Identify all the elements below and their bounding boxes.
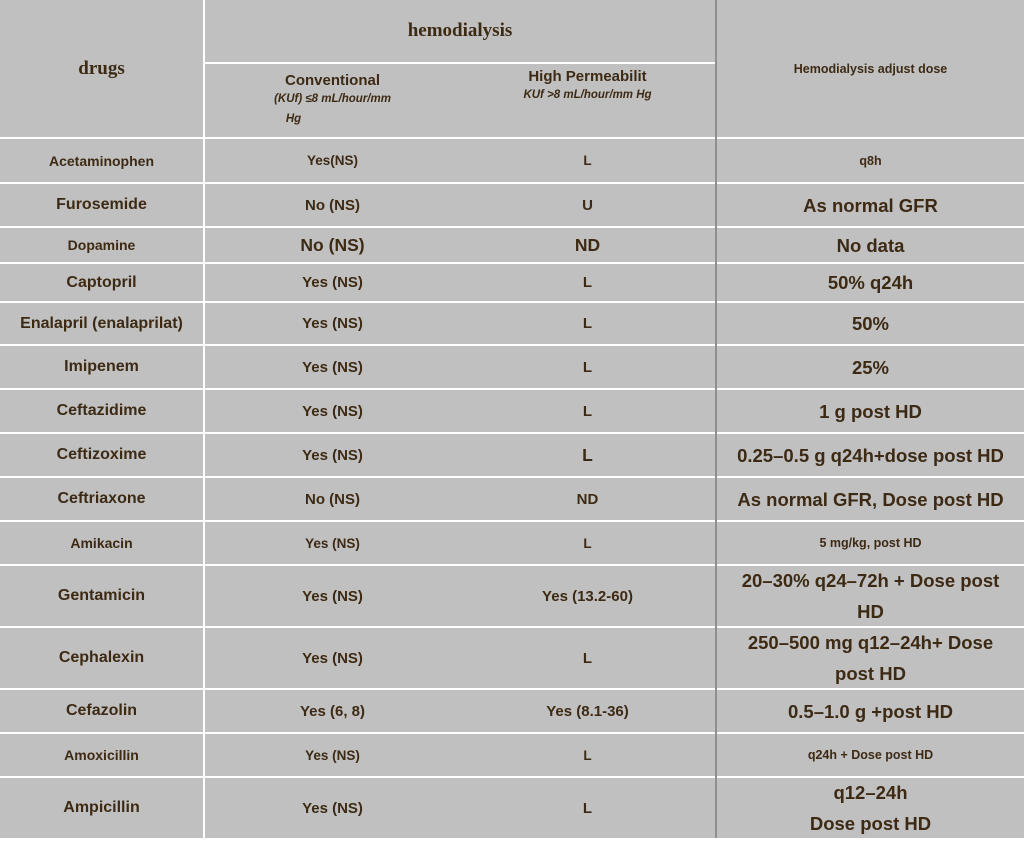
table-cell-dose (717, 778, 1024, 838)
cell-text: Yes(NS) (306, 153, 359, 168)
table-cell-drug (0, 734, 203, 776)
table-cell-drug (0, 228, 203, 262)
dose-line: As normal GFR, Dose post HD (737, 488, 1004, 510)
header-hemodialysis (205, 0, 715, 62)
cell-text: L (583, 535, 592, 551)
table-cell-conventional (205, 139, 460, 182)
dose-line: q12–24h (833, 782, 908, 803)
table-cell-drug (0, 184, 203, 226)
table-cell-drug (0, 434, 203, 476)
table-cell-conventional (205, 566, 460, 626)
table-cell-high (460, 566, 715, 626)
cell-text: L (582, 358, 593, 376)
table-cell-conventional (205, 690, 460, 732)
cell-text: Cephalexin (58, 649, 145, 666)
cell-text: No (NS) (305, 196, 360, 214)
cell-text: Yes (NS) (302, 315, 363, 332)
cell-text: Cefazolin (65, 702, 138, 719)
table-cell-dose (717, 346, 1024, 388)
cell-text: Ceftriaxone (57, 490, 146, 507)
cell-text: L (582, 274, 593, 291)
header-drugs (0, 0, 203, 137)
cell-text: L (582, 799, 593, 817)
cell-text: Ampicillin (63, 799, 140, 816)
table-cell-drug (0, 264, 203, 301)
cell-text: Captopril (66, 273, 137, 291)
dose-line: 0.25–0.5 g q24h+dose post HD (737, 444, 1004, 466)
cell-text: Yes (NS) (302, 274, 363, 291)
dose-line: post HD (835, 663, 906, 684)
table-cell-high (460, 478, 715, 520)
table-cell-conventional (205, 734, 460, 776)
table-cell-drug (0, 478, 203, 520)
cell-text: Gentamicin (57, 587, 146, 604)
cell-text: Amoxicillin (64, 747, 139, 763)
table-cell-high (460, 690, 715, 732)
cell-text: Acetaminophen (48, 152, 154, 169)
table-cell-dose (717, 690, 1024, 732)
cell-text: No (NS) (300, 234, 365, 255)
dose-line: 1 g post HD (819, 400, 922, 422)
cell-text: L (583, 153, 592, 168)
header-high-permeability (460, 64, 715, 137)
cell-text: Yes (NS) (302, 587, 363, 605)
cell-text: L (582, 649, 593, 667)
table-cell-conventional (205, 628, 460, 688)
table-cell-high (460, 184, 715, 226)
dose-line: 50% (851, 313, 890, 334)
cell-text: Yes (NS) (305, 535, 360, 551)
table-cell-high (460, 303, 715, 344)
table-cell-conventional (205, 434, 460, 476)
table-cell-dose (717, 628, 1024, 688)
dose-line: HD (857, 601, 884, 622)
dose-line: 50% q24h (827, 272, 914, 293)
cell-text: Yes (13.2-60) (542, 587, 633, 605)
table-cell-dose (717, 264, 1024, 301)
cell-text: Ceftizoxime (56, 446, 147, 463)
table-cell-high (460, 346, 715, 388)
cell-text: L (582, 444, 593, 465)
table-cell-dose (717, 434, 1024, 476)
table-cell-dose (717, 184, 1024, 226)
dose-line: 0.5–1.0 g +post HD (787, 700, 954, 722)
table-cell-conventional (205, 522, 460, 564)
header-drugs-label: drugs (78, 57, 125, 79)
header-high-perm-note: KUf >8 mL/hour/mm Hg (523, 89, 652, 101)
header-adjust-dose (717, 0, 1024, 137)
header-conventional-note-1: (KUf) ≤8 mL/hour/mm (274, 93, 391, 105)
dose-line: q24h + Dose post HD (807, 748, 934, 762)
dose-line: As normal GFR (803, 194, 938, 216)
cell-text: Yes (NS) (305, 747, 360, 763)
cell-text: ND (574, 234, 601, 255)
cell-text: Amikacin (70, 535, 133, 551)
dose-line: Dose post HD (809, 813, 932, 834)
header-conventional (205, 64, 460, 137)
table-cell-high (460, 390, 715, 432)
table-cell-conventional (205, 303, 460, 344)
table-cell-dose (717, 478, 1024, 520)
dose-line: 20–30% q24–72h + Dose post (741, 570, 1000, 591)
cell-text: Furosemide (56, 196, 147, 213)
cell-text: Yes (NS) (302, 799, 363, 817)
header-adjust-dose-label: Hemodialysis adjust dose (793, 61, 948, 76)
table-cell-dose (717, 303, 1024, 344)
table-cell-conventional (205, 478, 460, 520)
table-cell-high (460, 734, 715, 776)
header-hemodialysis-label: hemodialysis (407, 20, 513, 41)
dose-line: 5 mg/kg, post HD (819, 536, 922, 550)
dose-line: No data (836, 234, 905, 256)
cell-text: Yes (NS) (302, 446, 363, 464)
cell-text: U (582, 196, 593, 214)
table-cell-dose (717, 139, 1024, 182)
header-conventional-label: Conventional (284, 72, 380, 89)
table-cell-drug (0, 566, 203, 626)
table-cell-high (460, 228, 715, 262)
table-cell-dose (717, 566, 1024, 626)
table-cell-drug (0, 778, 203, 838)
table-cell-high (460, 434, 715, 476)
cell-text: Imipenem (64, 358, 139, 375)
table-cell-drug (0, 628, 203, 688)
table-cell-drug (0, 139, 203, 182)
table-cell-dose (717, 734, 1024, 776)
header-conventional-note-2: Hg (285, 113, 302, 125)
table-cell-high (460, 778, 715, 838)
table-cell-dose (717, 390, 1024, 432)
table-cell-drug (0, 303, 203, 344)
table-cell-drug (0, 522, 203, 564)
cell-text: ND (576, 490, 599, 508)
table-cell-high (460, 139, 715, 182)
header-high-perm-label: High Permeabilit (528, 68, 647, 85)
cell-text: Yes (NS) (302, 358, 363, 376)
cell-text: Yes (NS) (302, 402, 363, 420)
cell-text: L (582, 402, 593, 420)
table-cell-drug (0, 690, 203, 732)
table-cell-dose (717, 522, 1024, 564)
table-cell-conventional (205, 228, 460, 262)
cell-text: L (582, 315, 593, 332)
cell-text: Yes (6, 8) (299, 702, 366, 720)
table-cell-conventional (205, 264, 460, 301)
column-divider (715, 0, 717, 838)
cell-text: No (NS) (305, 490, 360, 508)
dose-line: 250–500 mg q12–24h+ Dose (747, 632, 994, 653)
table-cell-drug (0, 390, 203, 432)
cell-text: Yes (NS) (302, 649, 363, 667)
table-cell-high (460, 264, 715, 301)
dose-line: q8h (859, 153, 882, 168)
table-cell-conventional (205, 778, 460, 838)
table-cell-conventional (205, 346, 460, 388)
cell-text: Dopamine (67, 237, 136, 253)
table-cell-conventional (205, 390, 460, 432)
cell-text: Enalapril (enalaprilat) (20, 314, 183, 332)
table-cell-drug (0, 346, 203, 388)
cell-text: Yes (8.1-36) (546, 702, 629, 720)
table-cell-dose (717, 228, 1024, 262)
table-cell-high (460, 628, 715, 688)
dose-line: 25% (851, 356, 890, 378)
cell-text: Ceftazidime (56, 402, 147, 419)
table-cell-conventional (205, 184, 460, 226)
table-cell-high (460, 522, 715, 564)
cell-text: L (583, 747, 592, 763)
